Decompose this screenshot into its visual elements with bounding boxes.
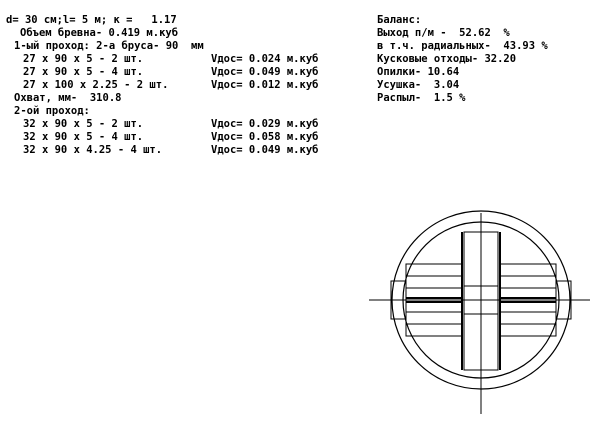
pass1-row-volume: Vдос= 0.012 м.куб: [211, 79, 319, 91]
pass1-row-spec: 27 x 90 x 5 - 4 шт.: [23, 66, 144, 78]
pass2-row-volume: Vдос= 0.029 м.куб: [211, 118, 319, 130]
balance-radial: в т.ч. радиальных- 43.93 %: [377, 40, 548, 52]
pass2-row-spec: 32 x 90 x 5 - 2 шт.: [23, 118, 144, 130]
params-line: d= 30 см;l= 5 м; к = 1.17: [6, 14, 177, 26]
log-volume-line: Объем бревна- 0.419 м.куб: [20, 27, 179, 39]
pass1-row-spec: 27 x 90 x 5 - 2 шт.: [23, 53, 144, 65]
balance-kerf-dust: Распыл- 1.5 %: [377, 92, 466, 104]
pass2-row-spec: 32 x 90 x 5 - 4 шт.: [23, 131, 144, 143]
pass2-header: 2-ой проход:: [14, 105, 90, 117]
balance-output: Выход п/м - 52.62 %: [377, 27, 510, 39]
balance-sawdust: Опилки- 10.64: [377, 66, 460, 78]
balance-shrinkage: Усушка- 3.04: [377, 79, 460, 91]
pass1-header: 1-ый проход: 2-а бруса- 90 мм: [14, 40, 204, 52]
pass2-row-volume: Vдос= 0.049 м.куб: [211, 144, 319, 156]
balance-scrap: Кусковые отходы- 32.20: [377, 53, 517, 65]
grip-line: Охват, мм- 310.8: [14, 92, 122, 104]
pass1-row-volume: Vдос= 0.024 м.куб: [211, 53, 319, 65]
pass2-row-volume: Vдос= 0.058 м.куб: [211, 131, 319, 143]
pass1-row-spec: 27 x 100 x 2.25 - 2 шт.: [23, 79, 169, 91]
pass2-row-spec: 32 x 90 x 4.25 - 4 шт.: [23, 144, 163, 156]
pass1-row-volume: Vдос= 0.049 м.куб: [211, 66, 319, 78]
balance-title: Баланс:: [377, 14, 422, 26]
